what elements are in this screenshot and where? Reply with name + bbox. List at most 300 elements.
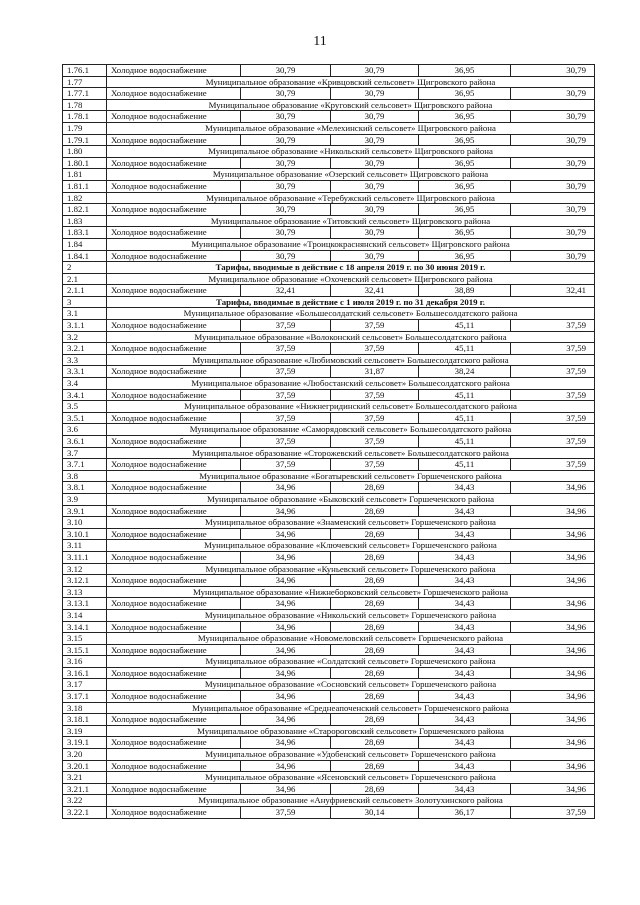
tariff-value: 34,43 — [419, 714, 511, 726]
tariff-value: 28,69 — [331, 598, 419, 610]
tariff-value: 38,89 — [419, 285, 511, 297]
tariff-value: 34,96 — [241, 598, 331, 610]
tariff-value: 28,69 — [331, 575, 419, 587]
tariff-table — [62, 64, 595, 819]
tariff-value: 34,96 — [241, 644, 331, 656]
service-name: Холодное водоснабжение — [107, 157, 241, 169]
tariff-row — [63, 285, 595, 297]
tariff-value: 34,96 — [511, 714, 595, 726]
municipality-name: Муниципальное образование «Волоконский сельсовет» Большесолдатского района — [107, 331, 595, 343]
service-name: Холодное водоснабжение — [107, 551, 241, 563]
tariff-value: 37,59 — [511, 389, 595, 401]
row-code: 3.10 — [63, 517, 107, 529]
tariff-value: 34,96 — [511, 482, 595, 494]
municipality-name: Муниципальное образование «Сосновский сельсовет» Горшеченского района — [107, 679, 595, 691]
tariff-value: 30,79 — [511, 65, 595, 77]
municipality-row — [63, 725, 595, 737]
tariff-value: 34,96 — [241, 482, 331, 494]
row-code: 3.17 — [63, 679, 107, 691]
tariff-row — [63, 551, 595, 563]
municipality-name: Муниципальное образование «Мелехинский сельсовет» Щигровского района — [107, 122, 595, 134]
tariff-value: 34,96 — [241, 760, 331, 772]
tariff-value: 30,79 — [331, 134, 419, 146]
tariff-row — [63, 180, 595, 192]
municipality-name: Муниципальное образование «Озерский сельсовет» Щигровского района — [107, 169, 595, 181]
municipality-name: Муниципальное образование «Солдатский сельсовет» Горшеченского района — [107, 656, 595, 668]
row-code: 3.12 — [63, 563, 107, 575]
row-code: 1.83.1 — [63, 227, 107, 239]
municipality-name: Муниципальное образование «Нижнегридинский сельсовет» Большесолдатского района — [107, 401, 595, 413]
row-code: 1.80 — [63, 146, 107, 158]
row-code: 3.16.1 — [63, 667, 107, 679]
municipality-row — [63, 586, 595, 598]
tariff-value: 45,11 — [419, 343, 511, 355]
municipality-row — [63, 238, 595, 250]
tariff-value: 36,95 — [419, 65, 511, 77]
municipality-name: Муниципальное образование «Круговский сельсовет» Щигровского района — [107, 99, 595, 111]
tariff-value: 37,59 — [511, 807, 595, 819]
tariff-value: 36,95 — [419, 227, 511, 239]
municipality-name: Муниципальное образование «Никольский сельсовет» Горшеченского района — [107, 609, 595, 621]
row-code: 3.20.1 — [63, 760, 107, 772]
tariff-value: 34,96 — [241, 575, 331, 587]
tariff-value: 30,79 — [331, 65, 419, 77]
service-name: Холодное водоснабжение — [107, 714, 241, 726]
tariff-value: 34,43 — [419, 598, 511, 610]
row-code: 3.7.1 — [63, 459, 107, 471]
tariff-value: 34,96 — [511, 737, 595, 749]
row-code: 3.19 — [63, 725, 107, 737]
tariff-value: 34,43 — [419, 644, 511, 656]
tariff-value: 30,79 — [331, 88, 419, 100]
row-code: 3 — [63, 296, 107, 308]
row-code: 3.2 — [63, 331, 107, 343]
tariff-value: 28,69 — [331, 737, 419, 749]
tariff-value: 45,11 — [419, 436, 511, 448]
row-code: 3.10.1 — [63, 528, 107, 540]
service-name: Холодное водоснабжение — [107, 389, 241, 401]
municipality-row — [63, 378, 595, 390]
service-name: Холодное водоснабжение — [107, 482, 241, 494]
tariff-value: 30,79 — [511, 180, 595, 192]
tariff-row — [63, 250, 595, 262]
tariff-table-body — [63, 65, 595, 819]
service-name: Холодное водоснабжение — [107, 366, 241, 378]
section-title: Тарифы, вводимые в действие с 1 июля 2019 г. по 31 декабря 2019 г. — [107, 296, 595, 308]
tariff-value: 36,95 — [419, 180, 511, 192]
row-code: 1.84 — [63, 238, 107, 250]
row-code: 1.84.1 — [63, 250, 107, 262]
tariff-row — [63, 65, 595, 77]
municipality-name: Муниципальное образование «Нижнеборковский сельсовет» Горшеченского района — [107, 586, 595, 598]
tariff-row — [63, 111, 595, 123]
service-name: Холодное водоснабжение — [107, 691, 241, 703]
tariff-value: 30,79 — [241, 250, 331, 262]
service-name: Холодное водоснабжение — [107, 180, 241, 192]
section-header-row — [63, 296, 595, 308]
tariff-value: 28,69 — [331, 691, 419, 703]
municipality-row — [63, 401, 595, 413]
municipality-row — [63, 354, 595, 366]
tariff-value: 32,41 — [331, 285, 419, 297]
tariff-value: 34,96 — [511, 783, 595, 795]
row-code: 1.80.1 — [63, 157, 107, 169]
tariff-value: 34,43 — [419, 760, 511, 772]
municipality-row — [63, 540, 595, 552]
tariff-value: 34,43 — [419, 528, 511, 540]
tariff-value: 37,59 — [331, 320, 419, 332]
tariff-value: 34,43 — [419, 783, 511, 795]
municipality-row — [63, 772, 595, 784]
tariff-value: 34,96 — [241, 783, 331, 795]
tariff-value: 37,59 — [241, 412, 331, 424]
tariff-value: 30,79 — [241, 180, 331, 192]
row-code: 1.82 — [63, 192, 107, 204]
tariff-value: 34,43 — [419, 505, 511, 517]
row-code: 3.22.1 — [63, 807, 107, 819]
tariff-row — [63, 343, 595, 355]
row-code: 3.15 — [63, 633, 107, 645]
service-name: Холодное водоснабжение — [107, 412, 241, 424]
tariff-value: 37,59 — [331, 343, 419, 355]
service-name: Холодное водоснабжение — [107, 621, 241, 633]
row-code: 1.78 — [63, 99, 107, 111]
tariff-value: 37,59 — [511, 320, 595, 332]
tariff-value: 45,11 — [419, 459, 511, 471]
municipality-row — [63, 702, 595, 714]
row-code: 3.21.1 — [63, 783, 107, 795]
service-name: Холодное водоснабжение — [107, 598, 241, 610]
tariff-value: 34,96 — [241, 714, 331, 726]
municipality-name: Муниципальное образование «Никольский сельсовет» Щигровского района — [107, 146, 595, 158]
municipality-row — [63, 633, 595, 645]
tariff-value: 37,59 — [241, 807, 331, 819]
municipality-name: Муниципальное образование «Титовский сельсовет» Щигровского района — [107, 215, 595, 227]
municipality-name: Муниципальное образование «Знаменский сельсовет» Горшеченского района — [107, 517, 595, 529]
service-name: Холодное водоснабжение — [107, 667, 241, 679]
page-number: 11 — [313, 34, 327, 49]
row-code: 1.82.1 — [63, 204, 107, 216]
municipality-name: Муниципальное образование «Старороговский сельсовет» Горшеченского района — [107, 725, 595, 737]
tariff-value: 34,96 — [511, 505, 595, 517]
tariff-value: 30,79 — [511, 134, 595, 146]
row-code: 3.3.1 — [63, 366, 107, 378]
tariff-row — [63, 204, 595, 216]
tariff-value: 37,59 — [511, 366, 595, 378]
tariff-value: 36,95 — [419, 157, 511, 169]
tariff-row — [63, 737, 595, 749]
row-code: 3.12.1 — [63, 575, 107, 587]
tariff-row — [63, 157, 595, 169]
tariff-row — [63, 691, 595, 703]
municipality-row — [63, 273, 595, 285]
row-code: 3.21 — [63, 772, 107, 784]
service-name: Холодное водоснабжение — [107, 285, 241, 297]
tariff-row — [63, 598, 595, 610]
service-name: Холодное водоснабжение — [107, 644, 241, 656]
tariff-value: 30,79 — [331, 227, 419, 239]
tariff-value: 37,59 — [331, 459, 419, 471]
tariff-value: 34,96 — [241, 551, 331, 563]
tariff-row — [63, 783, 595, 795]
tariff-value: 30,79 — [241, 88, 331, 100]
tariff-value: 28,69 — [331, 621, 419, 633]
row-code: 3.15.1 — [63, 644, 107, 656]
tariff-value: 37,59 — [241, 320, 331, 332]
tariff-value: 30,79 — [331, 111, 419, 123]
tariff-value: 36,17 — [419, 807, 511, 819]
service-name: Холодное водоснабжение — [107, 320, 241, 332]
service-name: Холодное водоснабжение — [107, 111, 241, 123]
municipality-name: Муниципальное образование «Куньевский сельсовет» Горшеченского района — [107, 563, 595, 575]
service-name: Холодное водоснабжение — [107, 88, 241, 100]
municipality-name: Муниципальное образование «Сторожевский сельсовет» Большесолдатского района — [107, 447, 595, 459]
tariff-value: 34,43 — [419, 691, 511, 703]
tariff-value: 30,79 — [331, 250, 419, 262]
service-name: Холодное водоснабжение — [107, 505, 241, 517]
tariff-value: 37,59 — [511, 459, 595, 471]
municipality-name: Муниципальное образование «Ключевский сельсовет» Горшеченского района — [107, 540, 595, 552]
municipality-row — [63, 215, 595, 227]
tariff-value: 28,69 — [331, 667, 419, 679]
tariff-value: 37,59 — [241, 389, 331, 401]
municipality-name: Муниципальное образование «Ануфриевский сельсовет» Золотухинского района — [107, 795, 595, 807]
municipality-row — [63, 609, 595, 621]
tariff-value: 34,96 — [241, 691, 331, 703]
row-code: 1.83 — [63, 215, 107, 227]
municipality-name: Муниципальное образование «Удобенский сельсовет» Горшеченского района — [107, 749, 595, 761]
municipality-row — [63, 656, 595, 668]
municipality-row — [63, 424, 595, 436]
municipality-row — [63, 122, 595, 134]
tariff-value: 34,96 — [241, 737, 331, 749]
tariff-row — [63, 482, 595, 494]
municipality-row — [63, 493, 595, 505]
tariff-row — [63, 505, 595, 517]
row-code: 3.6 — [63, 424, 107, 436]
municipality-name: Муниципальное образование «Быковский сельсовет» Горшеченского района — [107, 493, 595, 505]
row-code: 3.7 — [63, 447, 107, 459]
tariff-value: 30,79 — [511, 227, 595, 239]
row-code: 1.81 — [63, 169, 107, 181]
row-code: 3.9 — [63, 493, 107, 505]
row-code: 1.79 — [63, 122, 107, 134]
row-code: 3.13.1 — [63, 598, 107, 610]
tariff-value: 34,43 — [419, 482, 511, 494]
tariff-value: 28,69 — [331, 482, 419, 494]
municipality-row — [63, 517, 595, 529]
tariff-value: 34,96 — [511, 667, 595, 679]
row-code: 3.6.1 — [63, 436, 107, 448]
municipality-name: Муниципальное образование «Богатыревский сельсовет» Горшеченского района — [107, 470, 595, 482]
tariff-row — [63, 760, 595, 772]
tariff-value: 37,59 — [241, 343, 331, 355]
row-code: 1.77 — [63, 76, 107, 88]
row-code: 3.14.1 — [63, 621, 107, 633]
municipality-name: Муниципальное образование «Ясеновский сельсовет» Горшеченского района — [107, 772, 595, 784]
municipality-name: Муниципальное образование «Теребужский сельсовет» Щигровского района — [107, 192, 595, 204]
tariff-value: 36,95 — [419, 250, 511, 262]
municipality-row — [63, 679, 595, 691]
tariff-row — [63, 412, 595, 424]
row-code: 3.14 — [63, 609, 107, 621]
service-name: Холодное водоснабжение — [107, 575, 241, 587]
service-name: Холодное водоснабжение — [107, 65, 241, 77]
tariff-value: 28,69 — [331, 644, 419, 656]
tariff-value: 37,59 — [331, 389, 419, 401]
tariff-value: 28,69 — [331, 714, 419, 726]
municipality-name: Муниципальное образование «Любостанский сельсовет» Большесолдатского района — [107, 378, 595, 390]
row-code: 3.4 — [63, 378, 107, 390]
tariff-value: 34,43 — [419, 551, 511, 563]
municipality-name: Муниципальное образование «Новомеловский сельсовет» Горшеченского района — [107, 633, 595, 645]
row-code: 2 — [63, 262, 107, 274]
service-name: Холодное водоснабжение — [107, 737, 241, 749]
tariff-value: 30,79 — [511, 88, 595, 100]
row-code: 3.2.1 — [63, 343, 107, 355]
tariff-value: 30,79 — [331, 180, 419, 192]
tariff-value: 28,69 — [331, 551, 419, 563]
tariff-value: 34,96 — [511, 598, 595, 610]
tariff-value: 37,59 — [241, 436, 331, 448]
tariff-value: 34,43 — [419, 621, 511, 633]
municipality-row — [63, 99, 595, 111]
municipality-name: Муниципальное образование «Среднеапоченский сельсовет» Горшеченского района — [107, 702, 595, 714]
tariff-value: 36,95 — [419, 134, 511, 146]
tariff-value: 45,11 — [419, 320, 511, 332]
tariff-value: 34,96 — [511, 528, 595, 540]
tariff-row — [63, 366, 595, 378]
row-code: 3.18 — [63, 702, 107, 714]
tariff-value: 37,59 — [511, 412, 595, 424]
tariff-value: 34,96 — [511, 575, 595, 587]
service-name: Холодное водоснабжение — [107, 783, 241, 795]
tariff-value: 34,96 — [511, 691, 595, 703]
row-code: 1.77.1 — [63, 88, 107, 100]
municipality-row — [63, 146, 595, 158]
tariff-row — [63, 436, 595, 448]
service-name: Холодное водоснабжение — [107, 760, 241, 772]
row-code: 3.5.1 — [63, 412, 107, 424]
row-code: 3.8 — [63, 470, 107, 482]
row-code: 1.79.1 — [63, 134, 107, 146]
service-name: Холодное водоснабжение — [107, 134, 241, 146]
row-code: 1.76.1 — [63, 65, 107, 77]
tariff-value: 37,59 — [241, 459, 331, 471]
tariff-value: 34,96 — [241, 667, 331, 679]
tariff-value: 30,79 — [331, 204, 419, 216]
service-name: Холодное водоснабжение — [107, 459, 241, 471]
tariff-row — [63, 621, 595, 633]
row-code: 3.1.1 — [63, 320, 107, 332]
section-header-row — [63, 262, 595, 274]
municipality-row — [63, 447, 595, 459]
row-code: 3.22 — [63, 795, 107, 807]
tariff-row — [63, 459, 595, 471]
tariff-value: 30,79 — [511, 111, 595, 123]
municipality-name: Муниципальное образование «Саморядовский сельсовет» Большесолдатского района — [107, 424, 595, 436]
municipality-row — [63, 470, 595, 482]
tariff-value: 30,79 — [241, 204, 331, 216]
service-name: Холодное водоснабжение — [107, 436, 241, 448]
tariff-value: 34,96 — [511, 621, 595, 633]
tariff-row — [63, 320, 595, 332]
tariff-row — [63, 714, 595, 726]
tariff-value: 38,24 — [419, 366, 511, 378]
tariff-value: 36,95 — [419, 111, 511, 123]
tariff-value: 37,59 — [241, 366, 331, 378]
municipality-name: Муниципальное образование «Кривцовский сельсовет» Щигровского района — [107, 76, 595, 88]
tariff-value: 34,96 — [511, 644, 595, 656]
tariff-row — [63, 134, 595, 146]
municipality-name: Муниципальное образование «Большесолдатский сельсовет» Большесолдатского района — [107, 308, 595, 320]
municipality-row — [63, 76, 595, 88]
tariff-value: 30,79 — [241, 111, 331, 123]
tariff-row — [63, 667, 595, 679]
tariff-value: 34,43 — [419, 737, 511, 749]
service-name: Холодное водоснабжение — [107, 204, 241, 216]
tariff-row — [63, 88, 595, 100]
tariff-value: 28,69 — [331, 760, 419, 772]
tariff-row — [63, 575, 595, 587]
tariff-value: 34,96 — [241, 621, 331, 633]
municipality-row — [63, 795, 595, 807]
tariff-value: 34,43 — [419, 575, 511, 587]
tariff-value: 34,96 — [241, 528, 331, 540]
tariff-value: 28,69 — [331, 505, 419, 517]
row-code: 1.81.1 — [63, 180, 107, 192]
service-name: Холодное водоснабжение — [107, 343, 241, 355]
tariff-value: 36,95 — [419, 88, 511, 100]
tariff-row — [63, 528, 595, 540]
tariff-value: 37,59 — [511, 436, 595, 448]
tariff-row — [63, 227, 595, 239]
tariff-value: 37,59 — [331, 436, 419, 448]
tariff-row — [63, 807, 595, 819]
row-code: 3.13 — [63, 586, 107, 598]
tariff-value: 30,79 — [511, 250, 595, 262]
row-code: 3.16 — [63, 656, 107, 668]
tariff-value: 34,96 — [511, 551, 595, 563]
tariff-value: 30,79 — [241, 157, 331, 169]
tariff-value: 28,69 — [331, 783, 419, 795]
service-name: Холодное водоснабжение — [107, 250, 241, 262]
row-code: 3.4.1 — [63, 389, 107, 401]
row-code: 3.8.1 — [63, 482, 107, 494]
section-title: Тарифы, вводимые в действие с 18 апреля 2019 г. по 30 июня 2019 г. — [107, 262, 595, 274]
tariff-value: 31,87 — [331, 366, 419, 378]
municipality-row — [63, 308, 595, 320]
row-code: 3.9.1 — [63, 505, 107, 517]
tariff-value: 30,79 — [511, 157, 595, 169]
row-code: 3.18.1 — [63, 714, 107, 726]
row-code: 3.1 — [63, 308, 107, 320]
tariff-value: 37,59 — [331, 412, 419, 424]
row-code: 2.1.1 — [63, 285, 107, 297]
tariff-row — [63, 644, 595, 656]
service-name: Холодное водоснабжение — [107, 807, 241, 819]
municipality-row — [63, 563, 595, 575]
tariff-value: 32,41 — [511, 285, 595, 297]
municipality-row — [63, 169, 595, 181]
tariff-value: 34,43 — [419, 667, 511, 679]
row-code: 3.19.1 — [63, 737, 107, 749]
tariff-value: 30,79 — [241, 134, 331, 146]
row-code: 3.5 — [63, 401, 107, 413]
municipality-row — [63, 192, 595, 204]
tariff-value: 30,79 — [241, 227, 331, 239]
tariff-value: 30,79 — [331, 157, 419, 169]
